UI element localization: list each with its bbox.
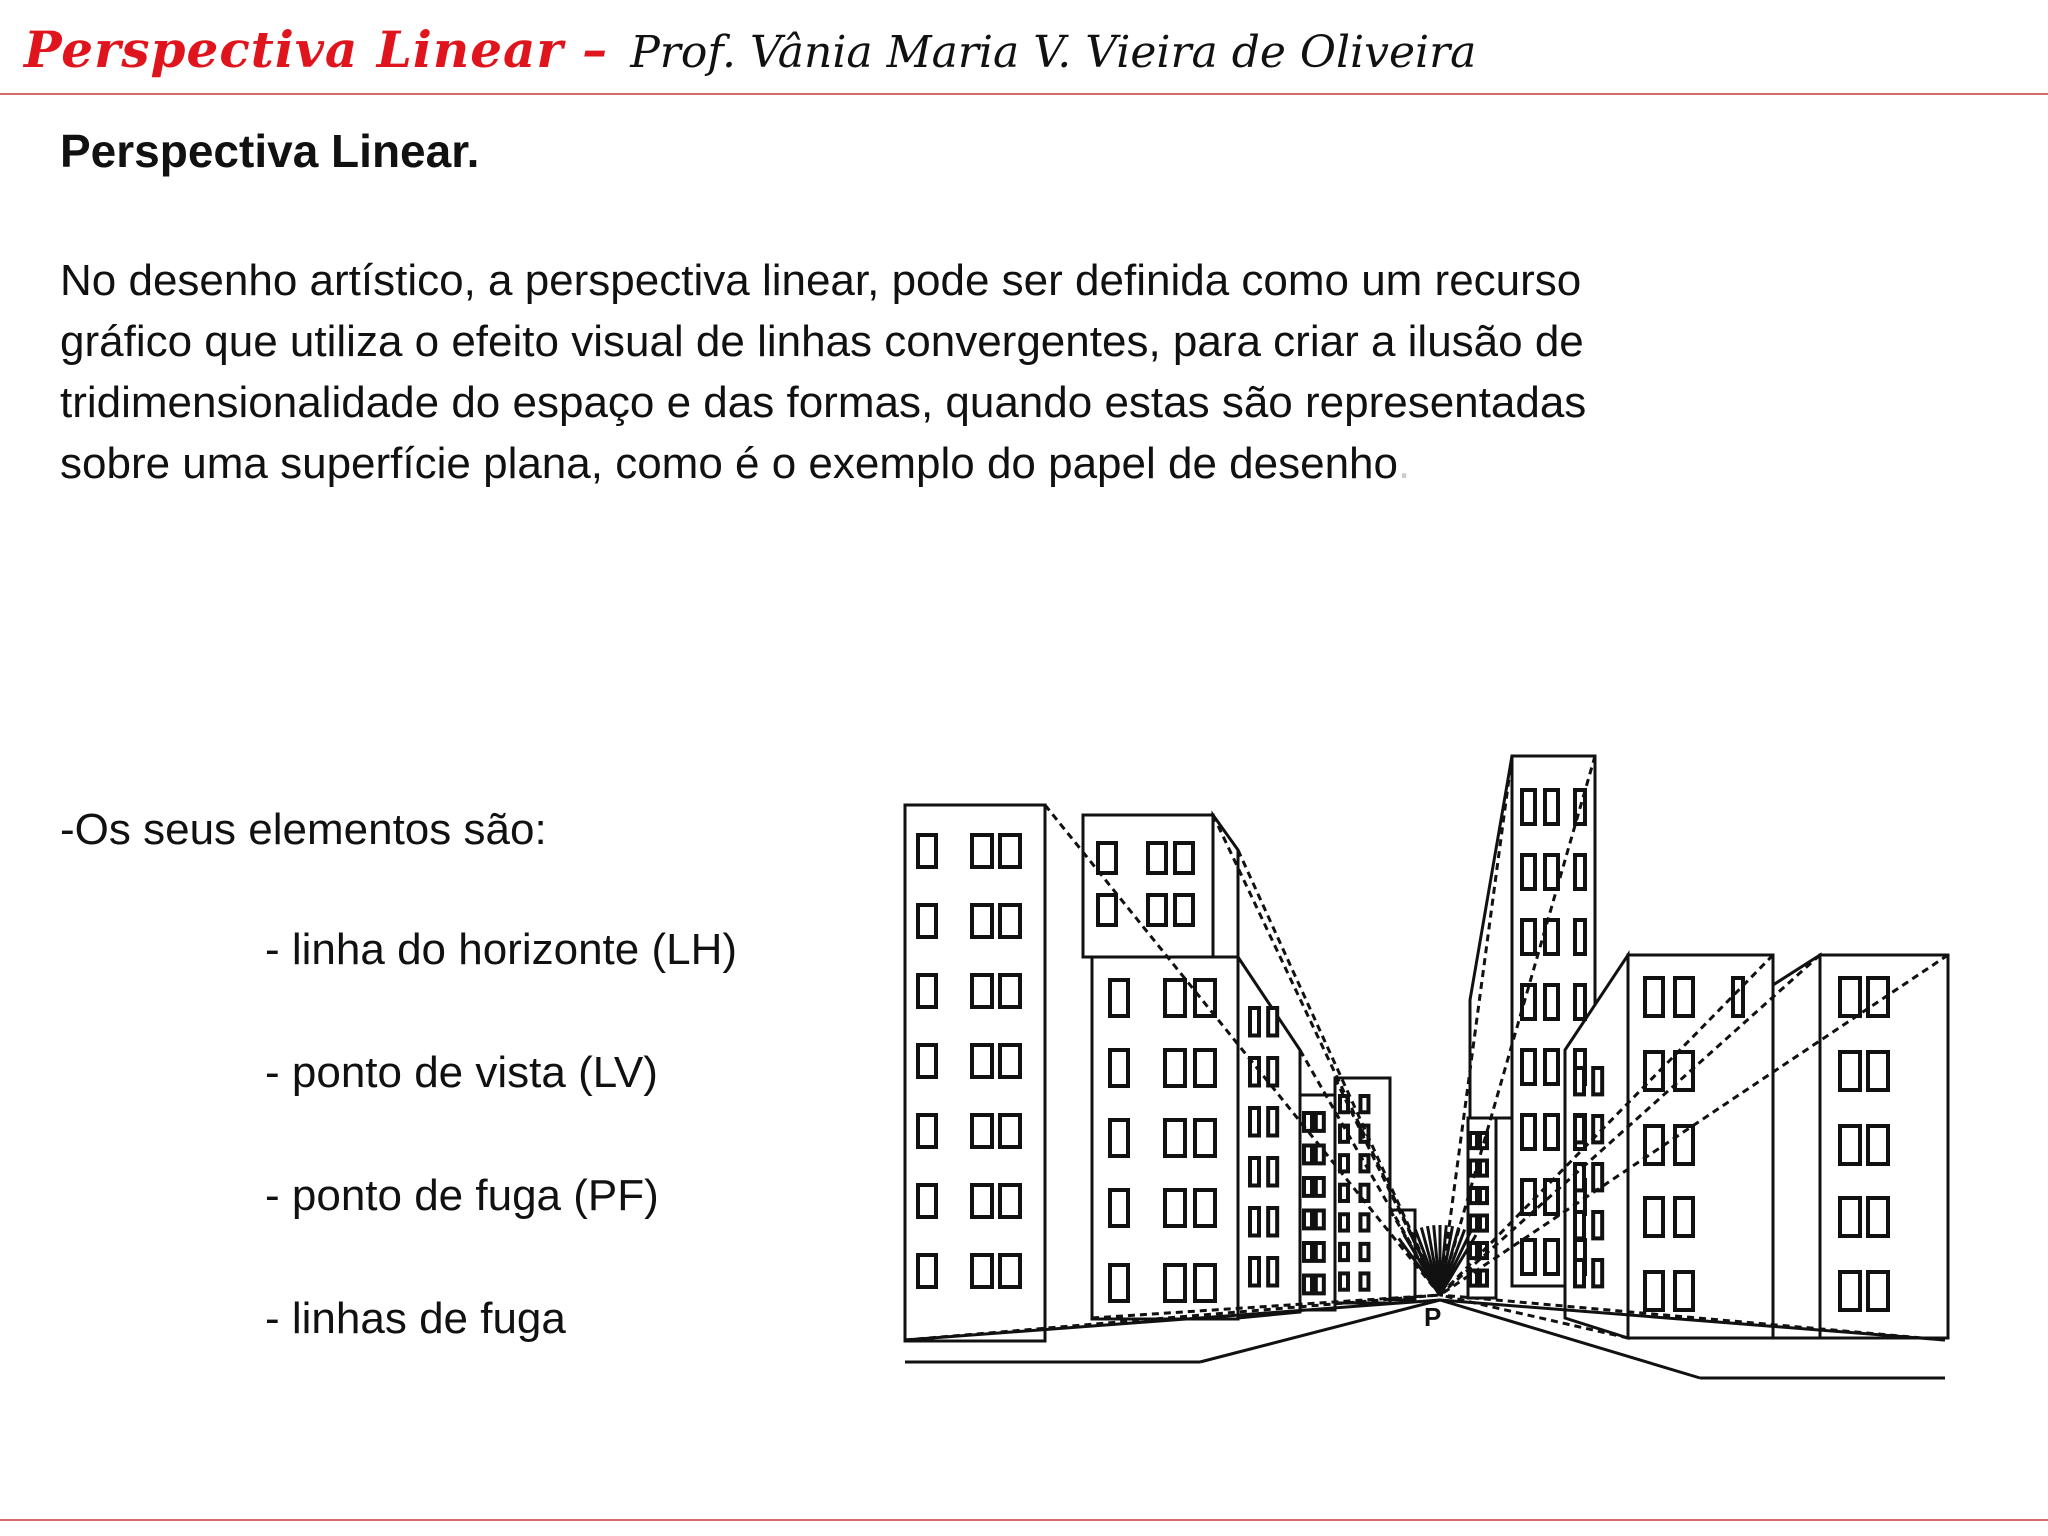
building-window: [1000, 975, 1020, 1007]
building-window: [1165, 1265, 1185, 1301]
header: [24, 20, 2024, 90]
building-window: [1522, 1240, 1535, 1274]
building-side-window: [1470, 1216, 1477, 1231]
building-window: [1522, 920, 1535, 954]
building-window: [1098, 895, 1116, 925]
building-window: [1545, 920, 1558, 954]
building-window: [1000, 1115, 1020, 1147]
header-title: Perspectiva Linear –: [24, 20, 609, 79]
building-side-window: [1575, 1068, 1584, 1094]
building-side-window: [1340, 1244, 1348, 1260]
building-side-window: [1593, 1212, 1602, 1238]
intro-end-dot: .: [1397, 439, 1411, 488]
building-window: [1545, 1115, 1558, 1149]
list-item: - ponto de vista (LV): [265, 1048, 658, 1097]
building-side-window: [1268, 1108, 1277, 1136]
building-side-window: [1470, 1133, 1477, 1148]
building-side-window: [1340, 1155, 1348, 1171]
building-window: [1522, 790, 1535, 824]
building-window: [1645, 1126, 1663, 1164]
building-window: [1868, 1198, 1888, 1236]
building-window: [1165, 1050, 1185, 1086]
building-window: [918, 1255, 936, 1287]
building-side-window: [1593, 1260, 1602, 1286]
building-window: [1645, 1198, 1663, 1236]
building-window: [1545, 855, 1558, 889]
building-window: [972, 1255, 992, 1287]
building-side-window: [1340, 1273, 1348, 1289]
building-window: [1733, 978, 1743, 1016]
slide-heading: Perspectiva Linear.: [60, 125, 480, 177]
building-window: [1575, 920, 1585, 954]
list-item: - ponto de fuga (PF): [265, 1171, 659, 1220]
building-side-window: [1470, 1271, 1477, 1286]
building-window: [1110, 1120, 1128, 1156]
building-side-window: [1250, 1108, 1259, 1136]
building-window: [1195, 1050, 1215, 1086]
building-window: [1110, 1050, 1128, 1086]
building-window: [918, 905, 936, 937]
intro-paragraph: [60, 250, 1960, 494]
list-item: - linhas de fuga: [265, 1294, 566, 1343]
building-window: [918, 1045, 936, 1077]
building-side-window: [1304, 1211, 1312, 1229]
building-window: [1195, 1265, 1215, 1301]
building-side-window: [1316, 1178, 1324, 1196]
building-window: [1195, 1190, 1215, 1226]
building-side-window: [1304, 1243, 1312, 1261]
building-window: [1175, 895, 1193, 925]
building-window: [972, 975, 992, 1007]
building-window: [1840, 1126, 1860, 1164]
building-side-window: [1268, 1208, 1277, 1236]
building-window: [1840, 1272, 1860, 1310]
building-window: [1840, 978, 1860, 1016]
building-window: [918, 975, 936, 1007]
building-window: [918, 1185, 936, 1217]
building-window: [1000, 1185, 1020, 1217]
building-window: [1545, 1240, 1558, 1274]
header-rule: [0, 93, 2048, 95]
building-window: [1148, 843, 1166, 873]
building-window: [1645, 1272, 1663, 1310]
building-left-back: [1083, 815, 1213, 957]
building-window: [1098, 843, 1116, 873]
building-side-window: [1250, 1258, 1259, 1286]
building-side-window: [1593, 1068, 1602, 1094]
header-author: Prof. Vânia Maria V. Vieira de Oliveira: [630, 27, 1477, 78]
building-side-window: [1304, 1178, 1312, 1196]
footer-rule: [0, 1519, 2048, 1521]
building-window: [1175, 843, 1193, 873]
building-window: [1165, 980, 1185, 1016]
building-side-window: [1575, 1212, 1584, 1238]
building-side-window: [1480, 1271, 1487, 1286]
building-window: [1195, 1120, 1215, 1156]
building-side-window: [1480, 1216, 1487, 1231]
building-window: [1840, 1052, 1860, 1090]
building-side-window: [1360, 1273, 1368, 1289]
building-window: [1575, 985, 1585, 1019]
building-window: [1645, 978, 1663, 1016]
elements-intro: -Os seus elementos são:: [60, 805, 547, 854]
list-item: - linha do horizonte (LH): [265, 925, 738, 974]
building-side-window: [1250, 1208, 1259, 1236]
building-window: [1522, 1115, 1535, 1149]
vanishing-point-label: P: [1424, 1302, 1442, 1332]
building-window: [1110, 980, 1128, 1016]
building-window: [972, 1185, 992, 1217]
building-window: [1522, 855, 1535, 889]
building-window: [1575, 855, 1585, 889]
building-window: [1110, 1265, 1128, 1301]
building-window: [1165, 1190, 1185, 1226]
building-window: [918, 1115, 936, 1147]
building-side-window: [1316, 1276, 1324, 1294]
building-left-back-side: [1213, 815, 1238, 957]
building-side-window: [1250, 1158, 1259, 1186]
building-side-window: [1316, 1146, 1324, 1164]
building-window: [1840, 1198, 1860, 1236]
building-window: [1148, 895, 1166, 925]
building-side-window: [1340, 1185, 1348, 1201]
building-side-window: [1268, 1258, 1277, 1286]
building-side-window: [1470, 1188, 1477, 1203]
building-side-window: [1316, 1211, 1324, 1229]
building-side-window: [1360, 1244, 1368, 1260]
building-window: [1545, 790, 1558, 824]
building-side-window: [1340, 1214, 1348, 1230]
building-side-window: [1268, 1058, 1277, 1086]
building-window: [1868, 1126, 1888, 1164]
building-window: [1110, 1190, 1128, 1226]
building-window: [1545, 1050, 1558, 1084]
building-side-window: [1250, 1008, 1259, 1036]
building-side-window: [1304, 1146, 1312, 1164]
building-window: [972, 1115, 992, 1147]
perspective-street-illustration: [900, 752, 1950, 1392]
building-side-window: [1360, 1096, 1368, 1112]
building-window: [1000, 905, 1020, 937]
building-window: [1675, 1272, 1693, 1310]
building-side-window: [1316, 1113, 1324, 1131]
building-side-window: [1360, 1214, 1368, 1230]
building-side-window: [1593, 1164, 1602, 1190]
building-window: [1165, 1120, 1185, 1156]
building-side-window: [1575, 1260, 1584, 1286]
building-right-front-side: [1773, 955, 1820, 1338]
building-window: [1000, 1045, 1020, 1077]
building-window: [972, 1045, 992, 1077]
building-side-window: [1575, 1116, 1584, 1142]
building-window: [972, 905, 992, 937]
building-side-window: [1268, 1158, 1277, 1186]
building-window: [1000, 1255, 1020, 1287]
building-side-window: [1480, 1161, 1487, 1176]
building-window: [1675, 1198, 1693, 1236]
intro-text: No desenho artístico, a perspectiva linear, pode ser definida como um recurso gráfico que utiliza o efeito visual de linhas convergentes, para criar a ilusão de tridimensionalidade do espaço e das formas, quando estas são representadas sobre uma superfície plana, como é o exemplo do papel de desenho: [60, 256, 1587, 488]
building-side-window: [1304, 1276, 1312, 1294]
building-side-window: [1480, 1188, 1487, 1203]
building-window: [972, 835, 992, 867]
building-window: [1545, 985, 1558, 1019]
building-side-window: [1316, 1243, 1324, 1261]
building-window: [1675, 978, 1693, 1016]
building-window: [1868, 1052, 1888, 1090]
building-window: [1522, 1050, 1535, 1084]
building-window: [1522, 1180, 1535, 1214]
elements-list: [265, 925, 737, 1417]
building-window: [1868, 1272, 1888, 1310]
building-side-window: [1268, 1008, 1277, 1036]
building-window: [918, 835, 936, 867]
building-window: [1000, 835, 1020, 867]
